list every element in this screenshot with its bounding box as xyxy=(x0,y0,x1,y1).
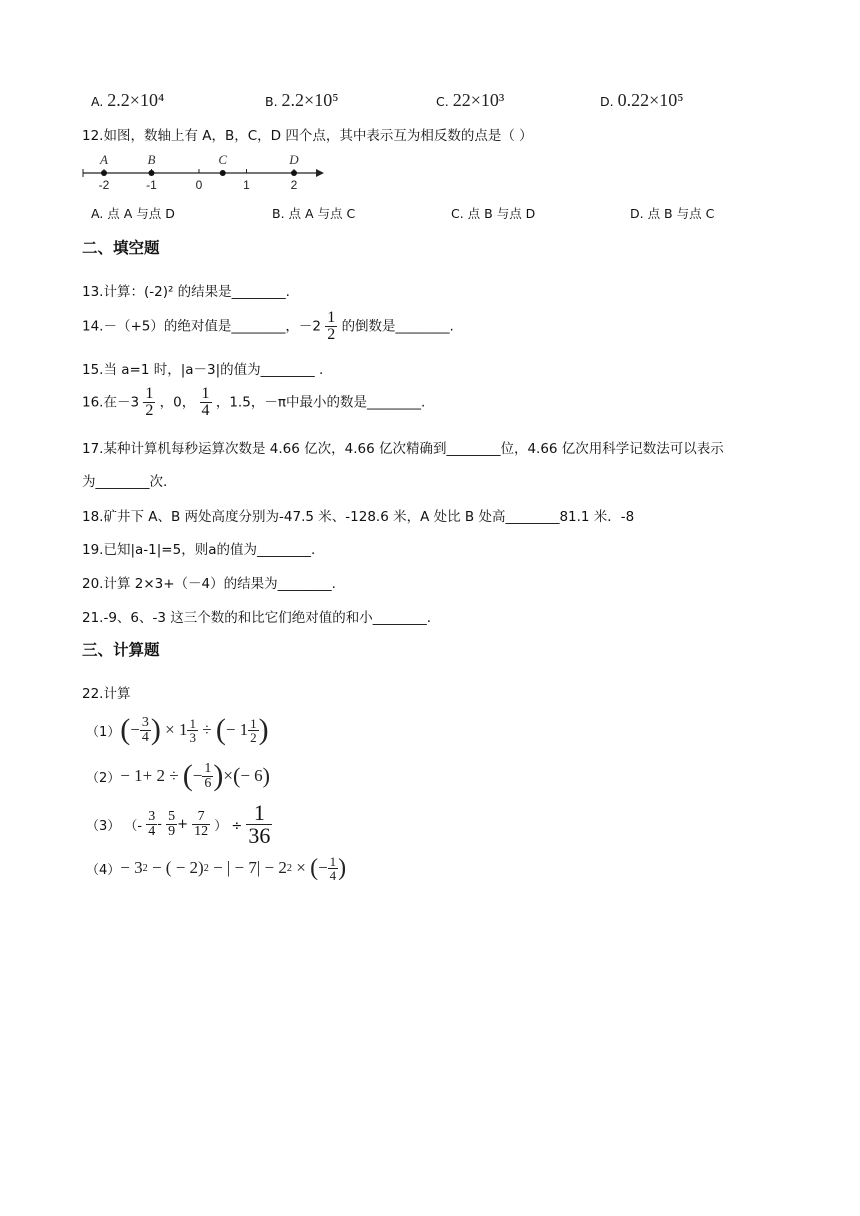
q14-fraction: $\frac{1}{2}$ xyxy=(327,309,336,343)
axis-tick-label: 1 xyxy=(243,178,250,192)
q16-fraction-1: $\frac{1}{2}$ xyxy=(145,385,154,419)
axis-tick-label: -1 xyxy=(146,178,157,192)
q20: 20.计算 2×3+（－4）的结果为________. xyxy=(82,576,336,592)
q12-option-b: B. 点 A 与点 C xyxy=(272,206,356,221)
q11-option-c-expr: 22×10³ xyxy=(452,90,505,110)
q22-part-4: （4） − 3 2 − ( − 2) 2 − | − 7| − 2 2 × ( − $\frac{1}{4}$ ) xyxy=(86,853,347,883)
q22-title: 22.计算 xyxy=(82,686,131,702)
q13: 13.计算：(-2)² 的结果是________. xyxy=(82,284,290,300)
q14: 14.－（+5）的绝对值是________，－2 $\frac{1}{2}$ 的倒数是________. xyxy=(82,309,454,343)
q12-option-c: C. 点 B 与点 D xyxy=(451,206,536,221)
q11-option-b-expr: 2.2×10⁵ xyxy=(281,90,339,110)
q22-part-1-expression: ( − $\frac{3}{4}$ ) × 1 $\frac{1}{3}$ ÷ ( − 1 $\frac{1}{2}$ ) xyxy=(120,713,269,746)
q11-option-a-expr: 2.2×10⁴ xyxy=(107,90,165,110)
q12-text: 12.如图，数轴上有 A，B，C，D 四个点，其中表示互为相反数的点是（ ） xyxy=(82,128,533,144)
q21: 21.-9、6、-3 这三个数的和比它们绝对值的和小________. xyxy=(82,610,432,626)
point-label-d: D xyxy=(289,152,299,167)
q12-option-a: A. 点 A 与点 D xyxy=(91,206,175,221)
point-b xyxy=(149,170,155,176)
q16-fraction-2: $\frac{1}{4}$ xyxy=(201,385,210,419)
axis-tick-label: -2 xyxy=(98,178,110,192)
q22-part-4-expression: − 3 2 − ( − 2) 2 − | − 7| − 2 2 × ( − $\frac{1}{4}$ ) xyxy=(120,853,347,883)
section-heading-fill-blank: 二、填空题 xyxy=(82,239,160,257)
q12-option-d: D. 点 B 与点 C xyxy=(630,206,715,221)
q19: 19.已知|a-1|=5，则a的值为________. xyxy=(82,542,316,558)
point-label-b: B xyxy=(147,152,156,167)
q22-part-3: （3） （- $\frac{3}{4}$ - $\frac{5}{9}$ + $\frac{7}{12}$ ） ÷ $\frac{1}{36}$ xyxy=(86,799,271,848)
point-c xyxy=(220,170,226,176)
q11-option-d: D. 0.22×10⁵ xyxy=(600,90,684,110)
q11-option-b: B. 2.2×10⁵ xyxy=(265,90,339,110)
q11-option-a: A. 2.2×10⁴ xyxy=(91,90,165,110)
axis-tick-label: 2 xyxy=(290,178,298,192)
section-heading-calculation: 三、计算题 xyxy=(82,641,160,659)
point-d xyxy=(291,170,297,176)
q22-part-3-expression: （- $\frac{3}{4}$ - $\frac{5}{9}$ + $\frac{7}{12}$ ） ÷ $\frac{1}{36}$ xyxy=(120,799,271,848)
q11-option-c: C. 22×10³ xyxy=(436,90,505,110)
q22-part-2: （2） − 1+ 2 ÷ ( − $\frac{1}{6}$ ) × ( − 6 ) xyxy=(86,759,270,792)
axis-tick-label: 0 xyxy=(195,178,203,192)
q17-line-2: 为________次. xyxy=(82,474,168,490)
q16: 16.在－3 $\frac{1}{2}$ ，0， $\frac{1}{4}$ ，1.5，－π中最小的数是________. xyxy=(82,385,426,419)
axis-arrow xyxy=(316,169,324,177)
point-label-a: A xyxy=(100,152,108,167)
q22-part-2-expression: − 1+ 2 ÷ ( − $\frac{1}{6}$ ) × ( − 6 ) xyxy=(120,759,270,792)
q18: 18.矿井下 A、B 两处高度分别为-47.5 米、-128.6 米，A 处比 B 处高________81.1 米．-8 xyxy=(82,509,635,525)
point-a xyxy=(101,170,107,176)
q22-part-1: （1） ( − $\frac{3}{4}$ ) × 1 $\frac{1}{3}$ ÷ ( − 1 $\frac{1}{2}$ ) xyxy=(86,713,269,746)
q17-line-1: 17.某种计算机每秒运算次数是 4.66 亿次，4.66 亿次精确到________位，4.66 亿次用科学记数法可以表示 xyxy=(82,441,724,457)
q15: 15.当 a=1 时，|a－3|的值为________ . xyxy=(82,362,324,378)
point-label-c: C xyxy=(218,152,228,167)
q11-option-d-expr: 0.22×10⁵ xyxy=(617,90,684,110)
number-line-figure xyxy=(80,152,330,196)
